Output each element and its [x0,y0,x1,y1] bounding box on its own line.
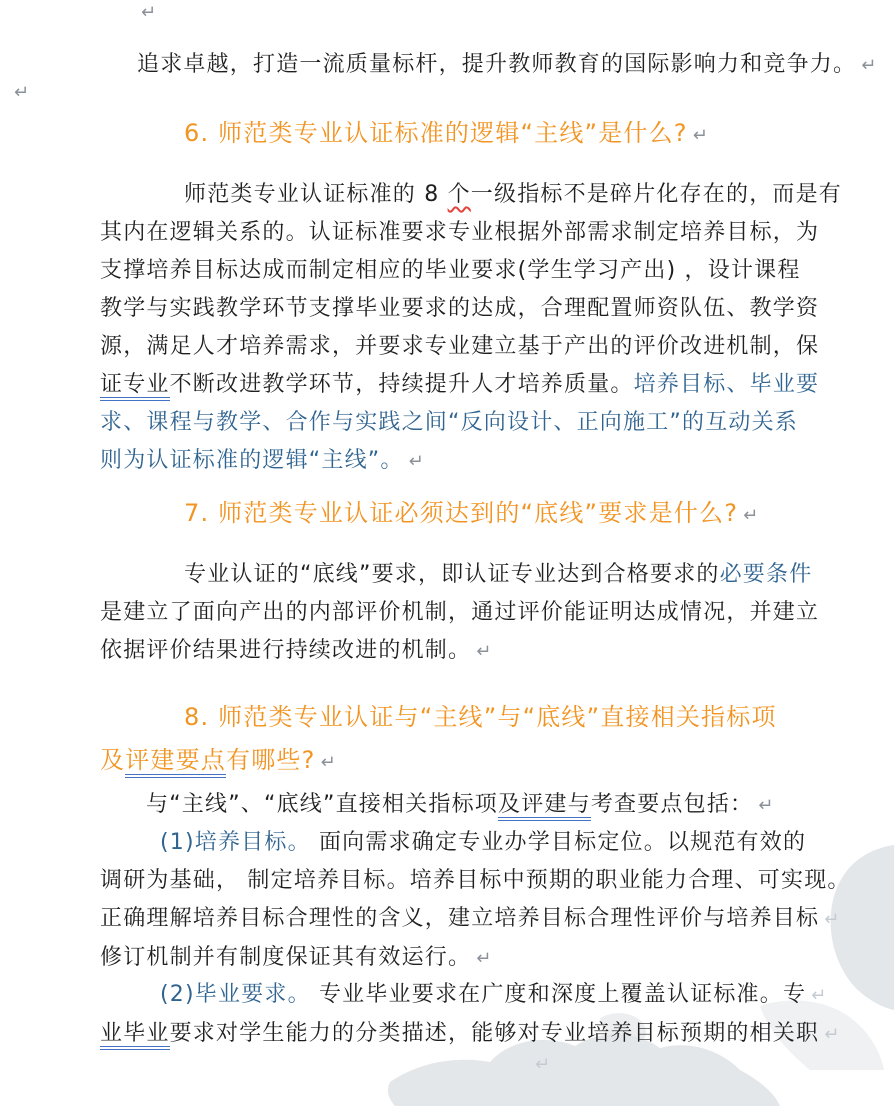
paragraph-mark: ↵ [320,752,336,773]
heading-q7 [100,492,870,537]
text-line [100,594,870,632]
paragraph-mark-top: ↵ [141,2,157,23]
text-run-body: 专业认证的“底线”要求，即认证专业达到合格要求的 [184,562,720,587]
text-run-blue: (1)培养目标。 [160,830,311,855]
text-run-body: 专业毕业要求在广度和深度上覆盖认证标准。专 [310,982,807,1007]
paragraph-mark: ↵ [861,55,877,76]
text-run-body: 一级指标不是碎片化存在的，而是有 [470,182,842,207]
para-q6-answer [100,176,870,481]
text-run-blue: 培养目标、毕业要 [633,372,820,397]
paragraph-mark: ↵ [692,125,708,146]
text-run-blue: (2)毕业要求。 [160,982,311,1007]
text-run-body: 支撑培养目标达成而制定相应的毕业要求(学生学习产出) ，设计课程 [100,258,801,283]
text-run-body: 依据评价结果进行持续改进的机制。 [100,638,472,663]
paragraph-mark: ↵ [476,641,492,662]
text-line [100,290,870,328]
paragraph-mark: ↵ [824,1024,840,1045]
text-run-body: 要求对学生能力的分类描述，能够对专业培养目标预期的相关职 [169,1021,820,1046]
paragraph-mark: ↵ [824,909,840,930]
text-line [100,1015,870,1054]
text-line [100,556,870,594]
text-line [100,939,870,978]
para-q7-answer [100,556,870,671]
text-line [100,786,870,825]
text-line [100,112,870,157]
text-run-body: 考查要点包括： [590,792,754,817]
text-line [100,824,870,862]
text-line [100,46,877,85]
text-run-wavy: 个 [447,182,471,207]
text-run-dunder: 证专业 [100,372,170,401]
text-run-blue: 求、课程与教学、合作与实践之间“反向设计、正向施工”的互动关系 [100,410,798,435]
paragraph-mark-bottom: ↵ [535,1054,551,1075]
text-run-orange: 6. 师范类专业认证标准的逻辑“主线”是什么? [184,119,688,147]
paragraph-mark: ↵ [811,985,827,1006]
text-line [100,900,870,939]
text-run-blue: 必要条件 [719,562,813,587]
text-run-orange: 7. 师范类专业认证必须达到的“底线”要求是什么? [184,499,739,527]
text-line [100,252,870,290]
text-run-blue: 则为认证标准的逻辑“主线”。 [100,448,404,473]
text-run-orange-dunder: 评建要点 [125,746,226,778]
text-run-body: 是建立了面向产出的内部评价机制，通过评价能证明达成情况，并建立 [100,600,820,625]
text-line [100,214,870,252]
paragraph-mark: ↵ [743,505,759,526]
paragraph-mark: ↵ [408,451,424,472]
text-line [100,176,870,214]
para-item-2-graduation-requirements [100,976,870,1054]
text-line [100,492,870,537]
text-line [100,696,870,739]
text-run-dunder: 业毕业 [100,1021,170,1050]
text-run-body: 面向需求确定专业办学目标定位。以规范有效的 [310,830,807,855]
text-line [100,328,870,366]
text-line [100,976,870,1015]
text-run-body: 与“主线”、“底线”直接相关指标项 [146,792,498,817]
text-run-body: 师范类专业认证标准的 8 [184,182,448,207]
paragraph-mark: ↵ [758,795,774,816]
para-q8-intro [100,786,870,825]
heading-q6 [100,112,870,157]
text-run-orange: 及 [100,746,126,774]
text-run-body: 正确理解培养目标合理性的含义，建立培养目标合理性评价与培养目标 [100,906,820,931]
para-item-1-training-goals [100,824,870,978]
text-line [100,442,870,481]
heading-q8 [100,696,870,784]
text-line [100,404,870,442]
text-line [100,862,870,900]
text-run-body: 教学与实践教学环节支撑毕业要求的达成，合理配置师资队伍、教学资 [100,296,820,321]
paragraph-mark-left-margin: ↵ [14,82,30,103]
text-run-body: 调研为基础， 制定培养目标。培养目标中预期的职业能力合理、可实现。 [100,868,851,893]
text-run-body: 不断改进教学环节，持续提升人才培养质量。 [169,372,634,397]
text-run-orange: 8. 师范类专业认证与“主线”与“底线”直接相关指标项 [184,703,777,731]
paragraph-mark: ↵ [476,948,492,969]
para-pursue-excellence [100,46,877,85]
text-run-body: 修订机制并有制度保证其有效运行。 [100,945,472,970]
text-run-dunder: 及评建与 [498,792,591,821]
text-line [100,366,870,404]
text-run-orange: 有哪些? [226,746,316,774]
text-run-body: 其内在逻辑关系的。认证标准要求专业根据外部需求制定培养目标，为 [100,220,820,245]
text-run-body: 源，满足人才培养需求，并要求专业建立基于产出的评价改进机制，保 [100,334,820,359]
text-line [100,739,870,784]
text-line [100,632,870,671]
text-run-body: 追求卓越，打造一流质量标杆，提升教师教育的国际影响力和竞争力。 [137,52,857,77]
